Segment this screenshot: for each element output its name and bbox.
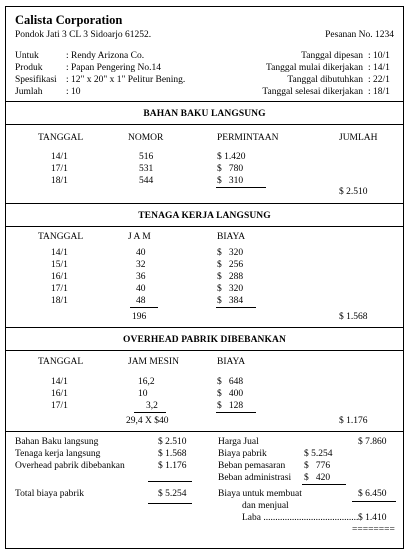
oh-hours-total: 29,4 X $40 bbox=[126, 416, 169, 426]
tk-date: 15/1 bbox=[51, 260, 68, 270]
harga-jual-value: $ 7.860 bbox=[358, 437, 387, 447]
divider bbox=[6, 226, 403, 227]
col-header-biaya: BIAYA bbox=[217, 232, 246, 242]
sum-total-value: $ 5.254 bbox=[158, 489, 187, 499]
tk-cost: $ 384 bbox=[217, 296, 244, 306]
col-header-tanggal: TANGGAL bbox=[38, 133, 84, 143]
sum-label-overhead: Overhead pabrik dibebankan bbox=[15, 461, 125, 471]
col-header-jam-mesin: JAM MESIN bbox=[128, 357, 179, 367]
bb-number: 516 bbox=[139, 152, 154, 162]
bb-total: $ 2.510 bbox=[339, 187, 368, 197]
value-produk: : Papan Pengering No.14 bbox=[66, 63, 161, 73]
label-tanggal-mulai: Tanggal mulai dikerjakan bbox=[266, 63, 363, 73]
tk-date: 14/1 bbox=[51, 248, 68, 258]
tk-cost: $ 288 bbox=[217, 272, 244, 282]
col-header-biaya: BIAYA bbox=[217, 357, 246, 367]
beban-administrasi-value: $ 420 bbox=[304, 473, 331, 483]
col-header-tanggal: TANGGAL bbox=[38, 232, 84, 242]
underline bbox=[352, 501, 396, 502]
col-header-nomor: NOMOR bbox=[128, 133, 164, 143]
company-name: Calista Corporation bbox=[15, 13, 123, 27]
value-tanggal-mulai: : 14/1 bbox=[368, 63, 390, 73]
biaya-pabrik-value: $ 5.254 bbox=[304, 449, 333, 459]
biaya-membuat-value: $ 6.450 bbox=[358, 489, 387, 499]
underline bbox=[302, 484, 346, 485]
tk-date: 16/1 bbox=[51, 272, 68, 282]
harga-jual-label: Harga Jual bbox=[218, 437, 259, 447]
label-untuk: Untuk bbox=[15, 51, 39, 61]
bb-amount: $ 780 bbox=[217, 164, 244, 174]
underline bbox=[148, 481, 192, 482]
tk-date: 18/1 bbox=[51, 296, 68, 306]
underline bbox=[216, 412, 256, 413]
value-spesifikasi: : 12" x 20" x 1" Pelitur Bening. bbox=[66, 75, 186, 85]
beban-pemasaran-value: $ 776 bbox=[304, 461, 331, 471]
tk-cost: $ 320 bbox=[217, 248, 244, 258]
underline bbox=[130, 307, 158, 308]
oh-cost: $ 400 bbox=[217, 389, 244, 399]
bb-number: 531 bbox=[139, 164, 154, 174]
col-header-tanggal: TANGGAL bbox=[38, 357, 84, 367]
divider bbox=[6, 327, 403, 328]
oh-machine-hours: 3,2 bbox=[146, 401, 158, 411]
biaya-menjual-label: dan menjual bbox=[242, 501, 289, 511]
divider bbox=[6, 101, 403, 102]
sum-value-overhead: $ 1.176 bbox=[158, 461, 187, 471]
oh-machine-hours: 16,2 bbox=[138, 377, 155, 387]
section-title-overhead: OVERHEAD PABRIK DIBEBANKAN bbox=[123, 335, 286, 345]
tk-date: 17/1 bbox=[51, 284, 68, 294]
oh-cost: $ 128 bbox=[217, 401, 244, 411]
oh-date: 14/1 bbox=[51, 377, 68, 387]
biaya-pabrik-label: Biaya pabrik bbox=[218, 449, 267, 459]
underline bbox=[148, 503, 192, 504]
tk-cost: $ 320 bbox=[217, 284, 244, 294]
tk-hours: 40 bbox=[136, 248, 146, 258]
col-header-permintaan: PERMINTAAN bbox=[217, 133, 279, 143]
value-tanggal-dipesan: : 10/1 bbox=[368, 51, 390, 61]
biaya-membuat-label: Biaya untuk membuat bbox=[218, 489, 302, 499]
section-title-tenaga-kerja: TENAGA KERJA LANGSUNG bbox=[138, 211, 271, 221]
sum-total-label: Total biaya pabrik bbox=[15, 489, 84, 499]
underline bbox=[216, 187, 266, 188]
divider bbox=[6, 431, 403, 432]
beban-administrasi-label: Beban administrasi bbox=[218, 473, 292, 483]
label-produk: Produk bbox=[15, 63, 43, 73]
sum-value-tenaga: $ 1.568 bbox=[158, 449, 187, 459]
bb-date: 17/1 bbox=[51, 164, 68, 174]
oh-date: 16/1 bbox=[51, 389, 68, 399]
label-tanggal-dipesan: Tanggal dipesan bbox=[301, 51, 363, 61]
bb-date: 14/1 bbox=[51, 152, 68, 162]
label-jumlah: Jumlah bbox=[15, 87, 43, 97]
tk-hours-total: 196 bbox=[132, 312, 147, 322]
col-header-jam: J A M bbox=[128, 232, 151, 242]
tk-cost: $ 256 bbox=[217, 260, 244, 270]
tk-total: $ 1.568 bbox=[339, 312, 368, 322]
tk-hours: 48 bbox=[136, 296, 146, 306]
oh-date: 17/1 bbox=[51, 401, 68, 411]
oh-machine-hours: 10 bbox=[138, 389, 148, 399]
oh-total: $ 1.176 bbox=[339, 416, 368, 426]
sum-value-bahan: $ 2.510 bbox=[158, 437, 187, 447]
beban-pemasaran-label: Beban pemasaran bbox=[218, 461, 286, 471]
value-tanggal-dibutuhkan: : 22/1 bbox=[368, 75, 390, 85]
underline bbox=[134, 412, 166, 413]
divider bbox=[6, 124, 403, 125]
value-tanggal-selesai: : 18/1 bbox=[368, 87, 390, 97]
bb-amount: $ 1.420 bbox=[217, 152, 246, 162]
underline bbox=[216, 307, 256, 308]
col-header-jumlah: JUMLAH bbox=[339, 133, 378, 143]
laba-value: $ 1.410 bbox=[358, 513, 387, 523]
tk-hours: 36 bbox=[136, 272, 146, 282]
company-address: Pondok Jati 3 CL 3 Sidoarjo 61252. bbox=[15, 30, 152, 40]
divider bbox=[6, 203, 403, 204]
job-cost-sheet bbox=[5, 6, 404, 549]
laba-label: Laba ........................................ bbox=[242, 513, 359, 523]
oh-cost: $ 648 bbox=[217, 377, 244, 387]
label-tanggal-dibutuhkan: Tanggal dibutuhkan bbox=[287, 75, 363, 85]
value-jumlah: : 10 bbox=[66, 87, 81, 97]
label-tanggal-selesai: Tanggal selesai dikerjakan bbox=[262, 87, 363, 97]
bb-date: 18/1 bbox=[51, 176, 68, 186]
bb-amount: $ 310 bbox=[217, 176, 244, 186]
divider bbox=[6, 350, 403, 351]
section-title-bahan-baku: BAHAN BAKU LANGSUNG bbox=[143, 109, 266, 119]
double-underline: ======== bbox=[352, 525, 395, 535]
sum-label-bahan: Bahan Baku langsung bbox=[15, 437, 99, 447]
tk-hours: 32 bbox=[136, 260, 146, 270]
tk-hours: 40 bbox=[136, 284, 146, 294]
order-number: Pesanan No. 1234 bbox=[325, 30, 394, 40]
label-spesifikasi: Spesifikasi bbox=[15, 75, 57, 85]
value-untuk: : Rendy Arizona Co. bbox=[66, 51, 145, 61]
sum-label-tenaga: Tenaga kerja langsung bbox=[15, 449, 101, 459]
bb-number: 544 bbox=[139, 176, 154, 186]
